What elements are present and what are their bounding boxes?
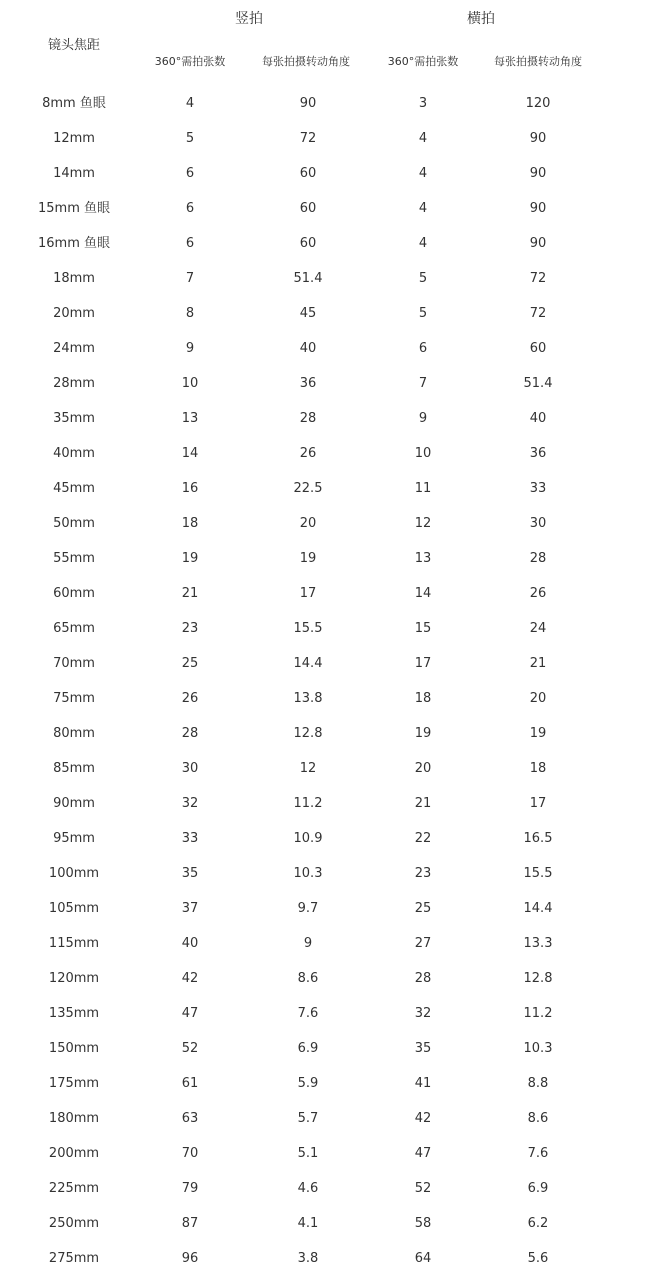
horizontal-angle-header: 每张拍摄转动角度 [494,55,582,68]
horizontal-angle-cell: 72 [529,271,547,286]
vertical-count-cell: 8 [185,306,195,321]
vertical-count-cell: 19 [181,551,199,566]
horizontal-count-cell: 5 [418,306,428,321]
vertical-count-cell: 18 [181,516,199,531]
horizontal-count-cell: 42 [414,1111,432,1126]
horizontal-count-cell: 19 [414,726,432,741]
vertical-count-cell: 26 [181,691,199,706]
horizontal-count-cell: 12 [414,516,432,531]
vertical-group-title: 竖拍 [235,11,263,27]
horizontal-count-cell: 11 [414,481,432,496]
lens-cell: 40mm [53,446,95,461]
horizontal-count-cell: 41 [414,1076,432,1091]
vertical-angle-cell: 6.9 [297,1041,319,1056]
vertical-angle-cell: 4.6 [297,1181,319,1196]
horizontal-count-cell: 4 [418,166,428,181]
vertical-angle-cell: 4.1 [297,1216,319,1231]
horizontal-angle-cell: 8.8 [527,1076,549,1091]
horizontal-angle-cell: 8.6 [527,1111,549,1126]
vertical-angle-cell: 12.8 [293,726,323,741]
vertical-angle-cell: 14.4 [293,656,323,671]
horizontal-angle-cell: 16.5 [523,831,553,846]
vertical-count-cell: 23 [181,621,199,636]
vertical-count-cell: 10 [181,376,199,391]
vertical-count-cell: 4 [185,96,195,111]
table-row [0,1101,651,1136]
horizontal-count-cell: 32 [414,1006,432,1021]
table-row [0,226,651,261]
horizontal-angle-cell: 24 [529,621,547,636]
table-row [0,331,651,366]
horizontal-angle-cell: 19 [529,726,547,741]
vertical-angle-cell: 26 [299,446,317,461]
vertical-angle-cell: 9.7 [297,901,319,916]
table-row [0,1171,651,1206]
vertical-count-cell: 79 [181,1181,199,1196]
horizontal-angle-cell: 90 [529,236,547,251]
lens-cell: 70mm [53,656,95,671]
vertical-angle-cell: 90 [299,96,317,111]
table-row [0,681,651,716]
vertical-angle-cell: 13.8 [293,691,323,706]
horizontal-count-cell: 6 [418,341,428,356]
lens-cell: 250mm [48,1216,100,1231]
table-row [0,646,651,681]
horizontal-angle-cell: 20 [529,691,547,706]
horizontal-angle-cell: 120 [525,96,551,111]
horizontal-count-cell: 18 [414,691,432,706]
horizontal-count-cell: 58 [414,1216,432,1231]
lens-cell: 100mm [48,866,100,881]
horizontal-count-cell: 7 [418,376,428,391]
vertical-angle-cell: 19 [299,551,317,566]
horizontal-angle-cell: 40 [529,411,547,426]
horizontal-angle-cell: 90 [529,166,547,181]
table-row [0,716,651,751]
horizontal-count-cell: 14 [414,586,432,601]
lens-cell: 180mm [48,1111,100,1126]
table-row [0,156,651,191]
table-row [0,401,651,436]
horizontal-angle-cell: 90 [529,201,547,216]
lens-cell: 105mm [48,901,100,916]
horizontal-count-cell: 9 [418,411,428,426]
lens-cell: 15mm 鱼眼 [37,201,110,216]
vertical-angle-cell: 45 [299,306,317,321]
table-row [0,926,651,961]
vertical-count-cell: 28 [181,726,199,741]
horizontal-angle-cell: 33 [529,481,547,496]
lens-cell: 90mm [53,796,95,811]
vertical-count-cell: 35 [181,866,199,881]
vertical-count-header: 360°需拍张数 [154,55,226,68]
vertical-angle-cell: 60 [299,201,317,216]
vertical-count-cell: 42 [181,971,199,986]
lens-cell: 75mm [53,691,95,706]
vertical-count-cell: 6 [185,201,195,216]
vertical-count-cell: 9 [185,341,195,356]
horizontal-count-cell: 27 [414,936,432,951]
table-row [0,436,651,471]
horizontal-count-cell: 23 [414,866,432,881]
lens-cell: 35mm [53,411,95,426]
vertical-angle-cell: 28 [299,411,317,426]
lens-column-header: 镜头焦距 [47,38,100,53]
vertical-angle-header: 每张拍摄转动角度 [262,55,350,68]
lens-cell: 95mm [53,831,95,846]
vertical-angle-cell: 8.6 [297,971,319,986]
lens-cell: 20mm [53,306,95,321]
vertical-angle-cell: 3.8 [297,1251,319,1266]
horizontal-count-cell: 22 [414,831,432,846]
horizontal-angle-cell: 11.2 [523,1006,553,1021]
table-row [0,856,651,891]
vertical-count-cell: 16 [181,481,199,496]
horizontal-angle-cell: 10.3 [523,1041,553,1056]
table-row [0,961,651,996]
lens-cell: 135mm [48,1006,100,1021]
vertical-count-cell: 6 [185,236,195,251]
lens-cell: 60mm [53,586,95,601]
vertical-angle-cell: 51.4 [293,271,323,286]
table-row [0,751,651,786]
table-row [0,821,651,856]
vertical-angle-cell: 10.9 [293,831,323,846]
lens-cell: 28mm [53,376,95,391]
vertical-angle-cell: 5.7 [297,1111,319,1126]
vertical-angle-cell: 15.5 [293,621,323,636]
vertical-count-cell: 25 [181,656,199,671]
vertical-angle-cell: 40 [299,341,317,356]
horizontal-angle-cell: 15.5 [523,866,553,881]
horizontal-count-cell: 4 [418,236,428,251]
vertical-angle-cell: 11.2 [293,796,323,811]
horizontal-count-cell: 21 [414,796,432,811]
table-row [0,786,651,821]
horizontal-angle-cell: 12.8 [523,971,553,986]
lens-cell: 175mm [48,1076,100,1091]
horizontal-angle-cell: 21 [529,656,547,671]
table-row [0,996,651,1031]
horizontal-angle-cell: 90 [529,131,547,146]
horizontal-angle-cell: 26 [529,586,547,601]
vertical-count-cell: 37 [181,901,199,916]
lens-cell: 12mm [53,131,95,146]
vertical-count-cell: 21 [181,586,199,601]
table-row [0,1241,651,1276]
lens-cell: 150mm [48,1041,100,1056]
table-row [0,121,651,156]
vertical-count-cell: 30 [181,761,199,776]
vertical-angle-cell: 20 [299,516,317,531]
horizontal-group-title: 横拍 [467,11,495,27]
vertical-count-cell: 6 [185,166,195,181]
table-row [0,1031,651,1066]
lens-cell: 275mm [48,1251,100,1266]
table-row [0,611,651,646]
lens-cell: 200mm [48,1146,100,1161]
horizontal-angle-cell: 14.4 [523,901,553,916]
horizontal-angle-cell: 30 [529,516,547,531]
lens-cell: 45mm [53,481,95,496]
horizontal-angle-cell: 36 [529,446,547,461]
vertical-count-cell: 52 [181,1041,199,1056]
horizontal-count-cell: 10 [414,446,432,461]
vertical-angle-cell: 36 [299,376,317,391]
vertical-angle-cell: 10.3 [293,866,323,881]
vertical-count-cell: 87 [181,1216,199,1231]
lens-cell: 55mm [53,551,95,566]
vertical-count-cell: 96 [181,1251,199,1266]
lens-cell: 85mm [53,761,95,776]
vertical-angle-cell: 60 [299,236,317,251]
vertical-angle-cell: 60 [299,166,317,181]
vertical-count-cell: 61 [181,1076,199,1091]
table-row [0,506,651,541]
vertical-count-cell: 63 [181,1111,199,1126]
vertical-angle-cell: 9 [303,936,313,951]
lens-cell: 115mm [48,936,100,951]
vertical-count-cell: 14 [181,446,199,461]
vertical-count-cell: 40 [181,936,199,951]
horizontal-count-cell: 25 [414,901,432,916]
vertical-angle-cell: 12 [299,761,317,776]
vertical-angle-cell: 5.9 [297,1076,319,1091]
vertical-count-cell: 7 [185,271,195,286]
lens-cell: 225mm [48,1181,100,1196]
vertical-angle-cell: 7.6 [297,1006,319,1021]
lens-cell: 50mm [53,516,95,531]
table-row [0,366,651,401]
vertical-angle-cell: 72 [299,131,317,146]
table-row [0,891,651,926]
horizontal-count-cell: 17 [414,656,432,671]
horizontal-angle-cell: 72 [529,306,547,321]
table-row [0,86,651,121]
horizontal-angle-cell: 60 [529,341,547,356]
horizontal-angle-cell: 6.2 [527,1216,549,1231]
vertical-count-cell: 32 [181,796,199,811]
horizontal-count-cell: 47 [414,1146,432,1161]
lens-cell: 80mm [53,726,95,741]
horizontal-angle-cell: 13.3 [523,936,553,951]
table-row [0,541,651,576]
lens-cell: 65mm [53,621,95,636]
vertical-count-cell: 70 [181,1146,199,1161]
horizontal-count-cell: 52 [414,1181,432,1196]
table-row [0,191,651,226]
table-row [0,471,651,506]
table-row [0,1066,651,1101]
lens-cell: 8mm 鱼眼 [42,96,106,111]
horizontal-angle-cell: 51.4 [523,376,553,391]
horizontal-count-cell: 3 [418,96,428,111]
vertical-angle-cell: 5.1 [297,1146,319,1161]
table-row [0,1206,651,1241]
horizontal-angle-cell: 18 [529,761,547,776]
lens-cell: 14mm [53,166,95,181]
lens-cell: 24mm [53,341,95,356]
horizontal-angle-cell: 7.6 [527,1146,549,1161]
lens-cell: 120mm [48,971,100,986]
horizontal-angle-cell: 6.9 [527,1181,549,1196]
vertical-count-cell: 13 [181,411,199,426]
vertical-angle-cell: 22.5 [293,481,323,496]
vertical-count-cell: 33 [181,831,199,846]
horizontal-angle-cell: 17 [529,796,547,811]
horizontal-count-cell: 28 [414,971,432,986]
table-row [0,576,651,611]
horizontal-count-cell: 4 [418,201,428,216]
horizontal-count-cell: 4 [418,131,428,146]
vertical-count-cell: 5 [185,131,195,146]
lens-cell: 16mm 鱼眼 [37,236,110,251]
horizontal-count-cell: 5 [418,271,428,286]
horizontal-count-cell: 13 [414,551,432,566]
horizontal-angle-cell: 5.6 [527,1251,549,1266]
lens-cell: 18mm [53,271,95,286]
table-row [0,296,651,331]
table-row [0,261,651,296]
vertical-angle-cell: 17 [299,586,317,601]
horizontal-angle-cell: 28 [529,551,547,566]
vertical-count-cell: 47 [181,1006,199,1021]
horizontal-count-cell: 15 [414,621,432,636]
horizontal-count-cell: 35 [414,1041,432,1056]
horizontal-count-header: 360°需拍张数 [387,55,459,68]
table-row [0,1136,651,1171]
horizontal-count-cell: 64 [414,1251,432,1266]
horizontal-count-cell: 20 [414,761,432,776]
